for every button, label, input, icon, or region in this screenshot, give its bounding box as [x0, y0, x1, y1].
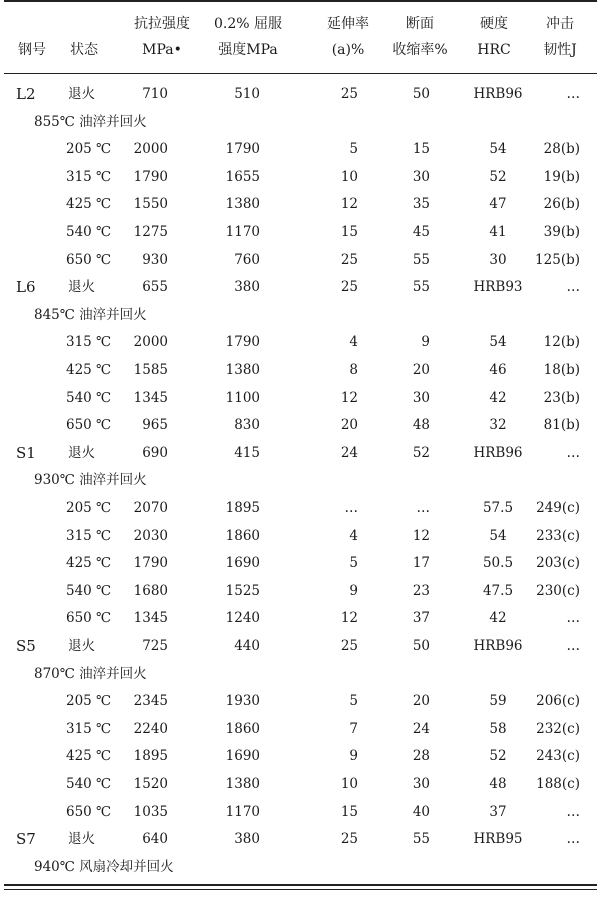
yield-cell: 1380	[225, 362, 260, 378]
elong-cell: 4	[349, 334, 358, 351]
reduction-cell: …	[416, 500, 430, 516]
yield-cell: 1100	[225, 389, 260, 406]
impact-cell: 26(b)	[543, 196, 580, 213]
reduction-cell: 45	[412, 224, 430, 240]
hardness-cell: 48	[489, 776, 507, 792]
impact-cell: …	[566, 279, 580, 296]
temper-temp-cell: 650 ℃	[66, 251, 112, 268]
impact-cell: 39(b)	[543, 224, 580, 240]
elong-cell: 15	[340, 803, 358, 820]
temper-temp-cell: 650 ℃	[66, 803, 112, 820]
hardness-cell: 52	[489, 748, 507, 765]
impact-cell: …	[566, 831, 580, 848]
temper-temp-cell: 205 ℃	[66, 141, 112, 158]
hardness-cell: 54	[489, 334, 507, 351]
header-impact-1: 冲击	[546, 16, 574, 32]
steel-grade: L6	[16, 278, 36, 297]
hardness-cell: 37	[489, 803, 507, 820]
header-steel: 钢号	[18, 42, 46, 58]
impact-cell: 233(c)	[536, 527, 580, 544]
hardness-cell: 54	[489, 141, 507, 158]
tensile-cell: 1345	[133, 389, 168, 406]
yield-cell: 1525	[225, 582, 260, 599]
impact-cell: 18(b)	[543, 362, 580, 378]
elong-cell: 24	[340, 444, 358, 461]
reduction-cell: 15	[412, 141, 430, 158]
yield-cell: 1790	[225, 141, 260, 158]
temper-temp-cell: 540 ℃	[66, 582, 112, 599]
yield-cell: 1860	[225, 720, 260, 737]
impact-cell: 203(c)	[536, 555, 580, 572]
yield-cell: 1790	[225, 334, 260, 351]
reduction-cell: 20	[412, 693, 430, 710]
tensile-cell: 640	[142, 831, 168, 848]
yield-cell: 1380	[225, 196, 260, 213]
tensile-cell: 2000	[133, 334, 168, 351]
hardness-cell: 54	[489, 527, 507, 544]
tensile-cell: 710	[142, 86, 168, 102]
yield-cell: 830	[234, 417, 260, 434]
elong-cell: 12	[340, 196, 358, 213]
hardness-cell: 46	[489, 362, 507, 378]
hardness-cell: 42	[489, 610, 507, 627]
tensile-cell: 1680	[133, 582, 168, 599]
reduction-cell: 17	[412, 555, 430, 572]
hardness-cell: HRB96	[473, 444, 523, 461]
reduction-cell: 48	[412, 417, 430, 434]
hardness-cell: 47	[489, 196, 507, 213]
yield-cell: 1690	[225, 555, 260, 572]
tensile-cell: 1035	[133, 803, 168, 820]
temper-temp-cell: 540 ℃	[66, 776, 112, 792]
reduction-cell: 30	[412, 168, 430, 185]
impact-cell: …	[566, 444, 580, 461]
elong-cell: 12	[340, 389, 358, 406]
elong-cell: 10	[340, 168, 358, 185]
yield-cell: 380	[234, 831, 260, 848]
impact-cell: 23(b)	[543, 389, 580, 406]
hardness-cell: 30	[489, 251, 507, 268]
reduction-cell: 55	[412, 831, 430, 848]
treatment-note: 855℃ 油淬并回火	[34, 113, 147, 130]
impact-cell: …	[566, 638, 580, 654]
yield-cell: 1170	[225, 803, 260, 820]
reduction-cell: 40	[412, 803, 430, 820]
hardness-cell: HRB96	[473, 638, 523, 654]
reduction-cell: 50	[412, 638, 430, 654]
yield-cell: 415	[234, 444, 260, 461]
yield-cell: 1930	[225, 693, 260, 710]
temper-temp-cell: 425 ℃	[66, 196, 112, 213]
header-tensile-1: 抗拉强度	[134, 16, 190, 32]
yield-cell: 1895	[225, 500, 260, 516]
state-cell: 退火	[68, 831, 95, 848]
tensile-cell: 1550	[133, 196, 168, 213]
tensile-cell: 2240	[133, 720, 168, 737]
yield-cell: 760	[234, 251, 260, 268]
impact-cell: 19(b)	[543, 168, 580, 185]
elong-cell: 7	[349, 720, 358, 737]
tensile-cell: 2345	[133, 693, 168, 710]
elong-cell: …	[344, 500, 358, 516]
top-rule	[4, 0, 597, 2]
hardness-cell: HRB95	[473, 831, 523, 848]
impact-cell: 243(c)	[536, 748, 580, 765]
header-yield-2: 强度MPa	[218, 42, 278, 58]
reduction-cell: 28	[412, 748, 430, 765]
yield-cell: 510	[234, 86, 260, 102]
header-impact-2: 韧性J	[543, 42, 577, 58]
header-reduction-2: 收缩率%	[392, 42, 448, 58]
hardness-cell: 57.5	[482, 500, 514, 516]
hardness-cell: 50.5	[482, 555, 514, 572]
hardness-cell: HRB93	[473, 279, 523, 296]
temper-temp-cell: 425 ℃	[66, 362, 112, 378]
impact-cell: 188(c)	[536, 776, 580, 792]
tensile-cell: 1790	[133, 168, 168, 185]
elong-cell: 15	[340, 224, 358, 240]
temper-temp-cell: 425 ℃	[66, 748, 112, 765]
reduction-cell: 35	[412, 196, 430, 213]
temper-temp-cell: 315 ℃	[66, 168, 112, 185]
tensile-cell: 690	[142, 444, 168, 461]
steel-grade: L2	[16, 85, 36, 103]
elong-cell: 20	[340, 417, 358, 434]
reduction-cell: 23	[412, 582, 430, 599]
reduction-cell: 50	[412, 86, 430, 102]
impact-cell: 206(c)	[536, 693, 580, 710]
tensile-cell: 965	[142, 417, 168, 434]
temper-temp-cell: 315 ℃	[66, 334, 112, 351]
reduction-cell: 20	[412, 362, 430, 378]
hardness-cell: 42	[489, 389, 507, 406]
state-cell: 退火	[68, 86, 95, 102]
temper-temp-cell: 540 ℃	[66, 389, 112, 406]
elong-cell: 8	[349, 362, 358, 378]
tensile-cell: 930	[142, 251, 168, 268]
temper-temp-cell: 315 ℃	[66, 527, 112, 544]
tensile-cell: 2000	[133, 141, 168, 158]
treatment-note: 845℃ 油淬并回火	[34, 306, 147, 323]
tensile-cell: 2030	[133, 527, 168, 544]
temper-temp-cell: 315 ℃	[66, 720, 112, 737]
hardness-cell: 47.5	[482, 582, 514, 599]
yield-cell: 1380	[225, 776, 260, 792]
hardness-cell: 52	[489, 168, 507, 185]
bottom-rule-thin	[4, 889, 597, 890]
hardness-cell: HRB96	[473, 86, 523, 102]
header-rule	[4, 73, 597, 74]
reduction-cell: 30	[412, 389, 430, 406]
header-elong-1: 延伸率	[327, 16, 369, 32]
state-cell: 退火	[68, 638, 95, 654]
tensile-cell: 725	[142, 638, 168, 654]
elong-cell: 5	[349, 141, 358, 158]
tensile-cell: 1895	[133, 748, 168, 765]
temper-temp-cell: 425 ℃	[66, 555, 112, 572]
elong-cell: 12	[340, 610, 358, 627]
elong-cell: 25	[340, 638, 358, 654]
tensile-cell: 1790	[133, 555, 168, 572]
steel-grade: S1	[16, 443, 36, 462]
tensile-cell: 2070	[133, 500, 168, 516]
reduction-cell: 24	[412, 720, 430, 737]
hardness-cell: 41	[489, 224, 507, 240]
temper-temp-cell: 205 ℃	[66, 500, 112, 516]
yield-cell: 380	[234, 279, 260, 296]
temper-temp-cell: 540 ℃	[66, 224, 112, 240]
hardness-cell: 32	[489, 417, 507, 434]
temper-temp-cell: 650 ℃	[66, 417, 112, 434]
header-yield-1: 0.2% 屈服	[213, 16, 283, 32]
temper-temp-cell: 205 ℃	[66, 693, 112, 710]
tensile-cell: 1345	[133, 610, 168, 627]
header-hardness-2: HRC	[477, 42, 511, 58]
impact-cell: 81(b)	[543, 417, 580, 434]
reduction-cell: 52	[412, 444, 430, 461]
steel-grade: S5	[16, 637, 36, 655]
treatment-note: 870℃ 油淬并回火	[34, 665, 147, 682]
yield-cell: 1860	[225, 527, 260, 544]
hardness-cell: 59	[489, 693, 507, 710]
impact-cell: 249(c)	[536, 500, 580, 516]
yield-cell: 1690	[225, 748, 260, 765]
elong-cell: 5	[349, 555, 358, 572]
impact-cell: 12(b)	[543, 334, 580, 351]
header-reduction-1: 断面	[406, 16, 434, 32]
impact-cell: …	[566, 803, 580, 820]
yield-cell: 1240	[225, 610, 260, 627]
tensile-cell: 1275	[133, 224, 168, 240]
temper-temp-cell: 650 ℃	[66, 610, 112, 627]
impact-cell: 230(c)	[536, 582, 580, 599]
elong-cell: 9	[349, 748, 358, 765]
header-state: 状态	[70, 42, 98, 58]
header-hardness-1: 硬度	[480, 16, 508, 32]
reduction-cell: 55	[412, 251, 430, 268]
elong-cell: 25	[340, 279, 358, 296]
impact-cell: 28(b)	[543, 141, 580, 158]
reduction-cell: 9	[421, 334, 430, 351]
elong-cell: 9	[349, 582, 358, 599]
reduction-cell: 30	[412, 776, 430, 792]
reduction-cell: 55	[412, 279, 430, 296]
reduction-cell: 12	[412, 527, 430, 544]
elong-cell: 25	[340, 86, 358, 102]
steel-grade: S7	[16, 830, 36, 849]
state-cell: 退火	[68, 279, 95, 296]
treatment-note: 940℃ 风扇冷却并回火	[34, 858, 174, 875]
elong-cell: 25	[340, 831, 358, 848]
elong-cell: 25	[340, 251, 358, 268]
bottom-rule	[4, 884, 597, 886]
treatment-note: 930℃ 油淬并回火	[34, 472, 147, 489]
tensile-cell: 1585	[133, 362, 168, 378]
reduction-cell: 37	[412, 610, 430, 627]
yield-cell: 440	[234, 638, 260, 654]
yield-cell: 1170	[225, 224, 260, 240]
header-elong-2: (a)%	[331, 42, 365, 58]
tensile-cell: 655	[142, 279, 168, 296]
tensile-cell: 1520	[133, 776, 168, 792]
yield-cell: 1655	[225, 168, 260, 185]
elong-cell: 10	[340, 776, 358, 792]
impact-cell: …	[566, 86, 580, 102]
header-tensile-2: MPa•	[142, 42, 182, 58]
impact-cell: …	[566, 610, 580, 627]
impact-cell: 232(c)	[536, 720, 580, 737]
state-cell: 退火	[68, 444, 95, 461]
elong-cell: 5	[349, 693, 358, 710]
impact-cell: 125(b)	[535, 251, 580, 268]
hardness-cell: 58	[489, 720, 507, 737]
elong-cell: 4	[349, 527, 358, 544]
